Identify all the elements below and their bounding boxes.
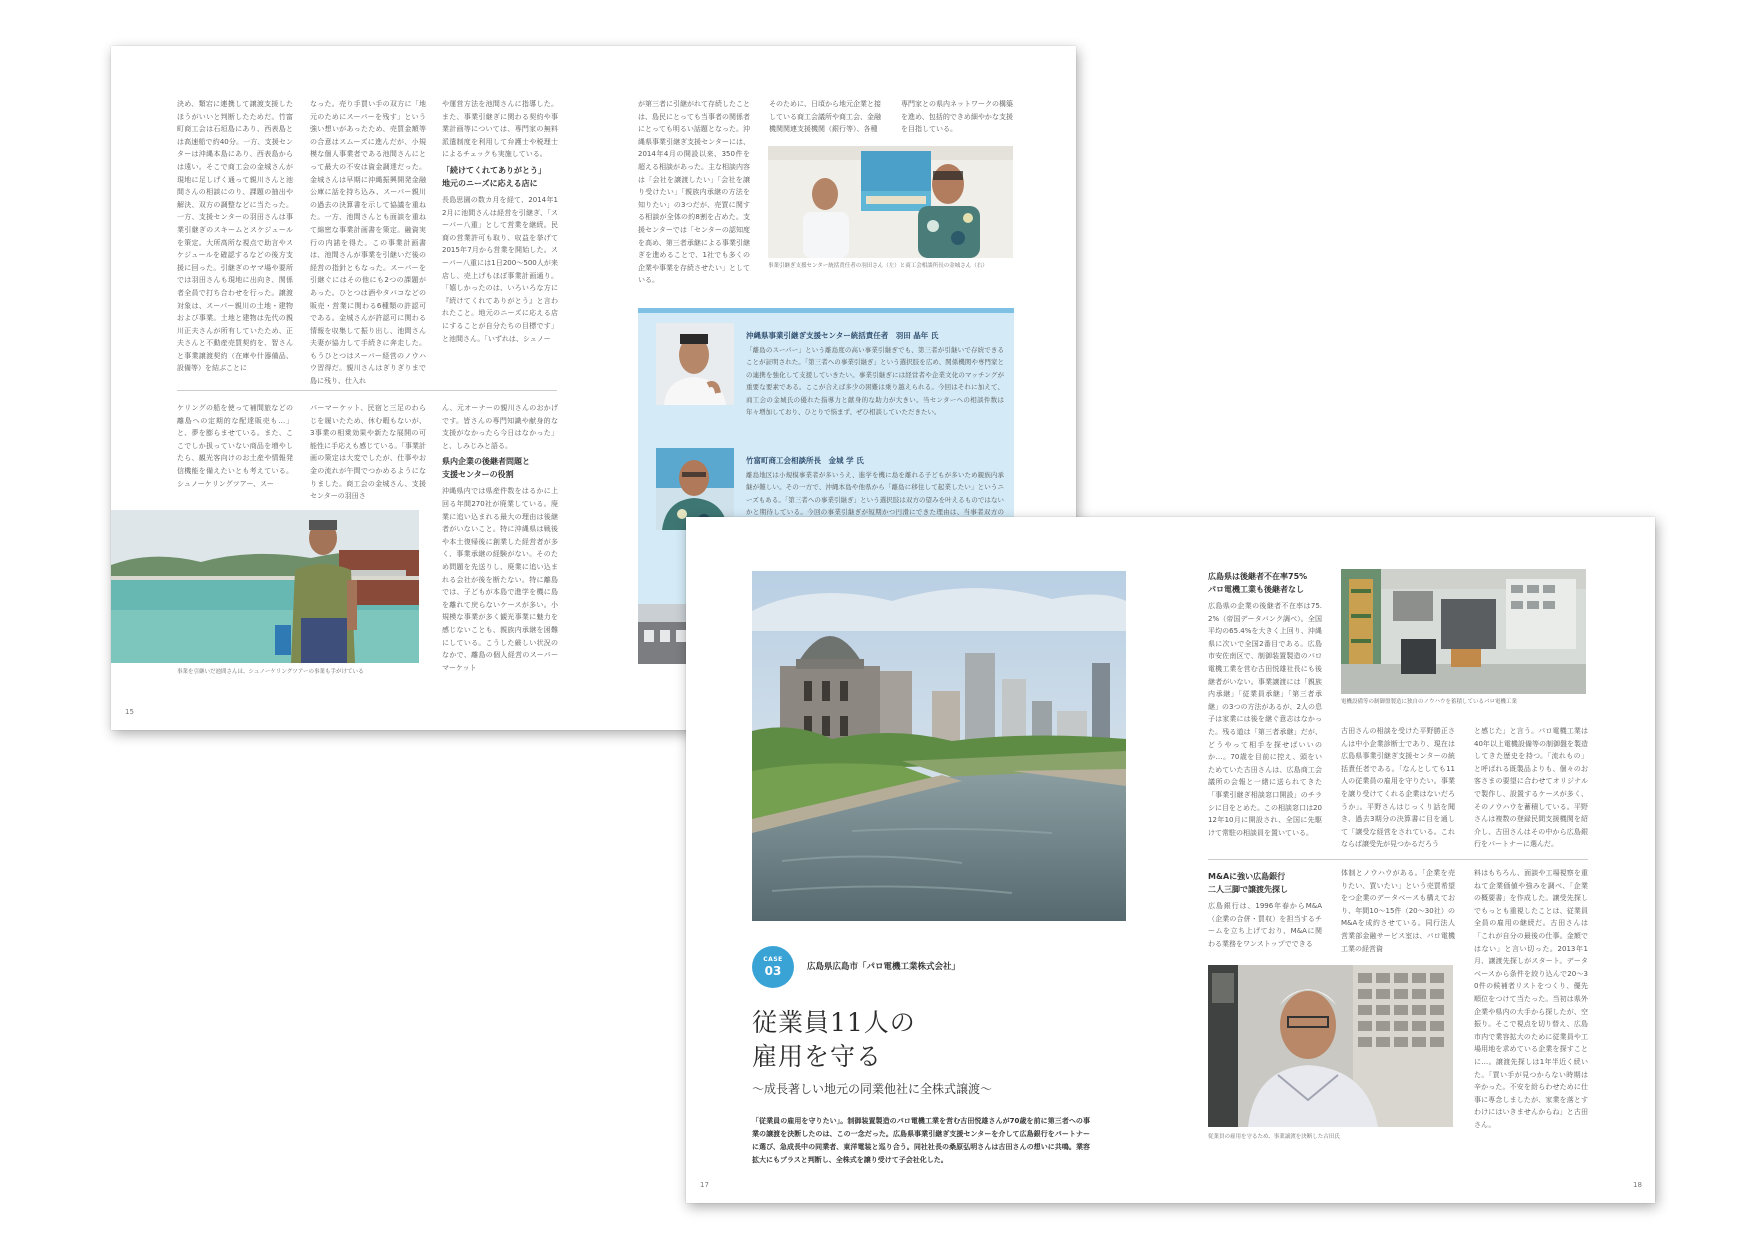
article-subtitle: ～成長著しい地元の同業他社に全株式譲渡～: [752, 1082, 993, 1096]
workshop-photo: [1341, 569, 1586, 694]
section-heading: 「続けてくれてありがとう」 地元のニーズに応える店に: [442, 165, 546, 188]
interviewee-name: 竹富町商工会相談所長 金城 学 氏: [746, 456, 864, 465]
article-title: 従業員11人の 雇用を守る: [752, 1008, 916, 1071]
section-heading: M&Aに強い広島銀行 二人三脚で譲渡先探し: [1208, 872, 1288, 894]
body-text: なった。売り手買い手の双方に「地元のためにスーパーを残す」という強い想いがあったため、売買金額等の合意はスムーズに進んだが、小規模な個人事業者である池間さんにとって最大の不安は資金調達だった。金城さんは早期に沖縄振興開発金融公庫に話を持ち込み、スーパー親川の過去の決算書を示して協議を重ねた。一方、池間さんとも面談を重ねて綿密な事業計画書を策定。融資実行の内諾を得た。この事業計画書は、池間さんが事業を引継いだ後の経営の指針ともなった。スーパーを引継ぐにはその他にも2つの課題があった。ひとつは酒やタバコなどの販売・営業に関わる6種類の許認可である。金城さんが許認可に関わる情報を収集して振り出し、池間さん夫妻が協力して手続きに奔走した。もうひとつはスーパー経営のノウハウ習得だ。親川さんはぎりぎりまで島に残り、仕入れ: [310, 100, 426, 386]
photo-caption: 事業を引継いだ池間さんは、シュノーケリングツアーの事業も手がけている: [177, 669, 364, 675]
panel-accent: [638, 308, 1014, 313]
body-text: と感じた」と言う。パロ電機工業は40年以上電機設備等の制御盤を製造してきた歴史を持つ。「流れもの」と呼ばれる既製品よりも、個々のお客さまの要望に合わせてオリジナルで製作し、設置するケースが多く、そのノウハウを蓄積している。平野さんは複数の登録民間支援機関を紹介し、古田さんはその中から広島銀行をパートナーに選んだ。: [1474, 727, 1588, 849]
page-number: 15: [125, 708, 134, 716]
body-text: 広島県は後継者不在率75% パロ電機工業も後継者なし 広島県の企業の後継者不在率は75.2%（帝国データバンク調べ）。全国平均の65.4%を大きく上回り、沖縄県に次いで全国2番目である。広島市安佐南区で、制御装置製造のパロ電機工業を営む古田悦雄社長にも後継者がいない。事業譲渡には「親族内承継」「従業員承継」「第三者承継」の3つの方法があるが、2人の息子は家業には後を継ぐ意志はなかった。残る道は「第三者承継」だが、どうやって相手を探せばいいのか…。70歳を目前に控え、頭をいためていた古田さんは、広島商工会議所の会報と一緒に送られてきた「事業引継ぎ相談窓口開設」のチラシに目をとめた。この相談窓口は2012年10月に開設され、全国に先駆けて常駐の相談員を置いている。: [1208, 572, 1322, 837]
body-text: 体制とノウハウがある。「企業を売りたい、買いたい」という売買希望をつ企業のデータベースも構えており、年間10～15件（20～30社）のM&Aを成約させている。同行法人営業部金融サービス室は、パロ電機工業の経営資: [1341, 869, 1455, 953]
portrait-photo: [656, 323, 734, 405]
body-text: M&Aに強い広島銀行 二人三脚で譲渡先探し 広島銀行は、1996年春からM&A（企業の合併・買収）を担当するチームを立ち上げており、M&Aに関わる業務をワンストップでできる: [1208, 872, 1322, 948]
body-text: 古田さんの相談を受けた平野勝正さんは中小企業診断士であり、現在は広島県事業引継ぎ支援センターの統括責任者である。「なんとしても11人の従業員の雇用を守りたい。事業を譲り受けてくれる企業はないだろうか」。平野さんはじっくり話を聞き、過去3期分の決算書に目を通して「譲受な経営をされている。これならば譲受先が見つかるだろう: [1341, 727, 1455, 849]
portrait-photo: [1208, 965, 1453, 1127]
body-text: が第三者に引継がれて存続したことは、島民にとっても当事者の関係者にとっても明るい話題となった。沖縄県事業引継ぎ支援センターには、2014年4月の開設以来、350件を超える相談があった。主な相談内容は「会社を譲渡したい」「会社を譲り受けたい」「親族内承継の方法を知りたい」の3つだが、売買に関する相談が全体の約8割を占めた。支援センターでは「センターの認知度を高め、第三者承継による事業引継ぎを進めることで、1社でも多くの企業や事業を存続させたい」としている。: [638, 100, 750, 285]
section-divider: [1208, 859, 1588, 860]
page-number: 18: [1633, 1181, 1642, 1189]
photo-caption: 従業員の雇用を守るため、事業譲渡を決断した古田氏: [1208, 1134, 1340, 1140]
case-company: 広島県広島市「パロ電機工業株式会社」: [807, 962, 961, 972]
section-divider: [177, 390, 557, 391]
body-text: 専門家との県内ネットワークの構築を進め、包括的できめ細やかな支援を目指している。: [901, 100, 1013, 134]
section-heading: 県内企業の後継者問題と 支援センターの役割: [442, 457, 530, 480]
interview-photo: [768, 146, 1013, 258]
beach-photo: [111, 510, 419, 663]
body-text: そのために、日頃から地元企業と接している商工会議所や商工会、金融機関関連支援機関（銀行等）、各種: [769, 100, 881, 134]
front-spread: [686, 517, 1655, 1203]
photo-caption: 事業引継ぎ支援センター統括責任者の羽田さん（左）と商工会相談所長の金城さん（右）: [768, 263, 988, 269]
body-text: 料はもちろん、面談や工場視察を重ねて企業価値や強みを調べ、「企業の概要書」を作成した。譲受先探しでもっとも重視したことは、従業員全員の雇用の継続だ。古田さんは「これが自分の最後の仕事。金額ではない」と言い切った。2013年1月、譲渡先探しがスタート。データベースから条件を絞り込んで20～30件の候補者リストをつくり、優先順位をつけて当たった。当初は県外企業や県内の大手から探したが、空振り。そこで視点を切り替え、広島市内で業容拡大のために従業員や工場用地を求めている企業を探すことに…。譲渡先探しは1年半近く続いた。「買い手が見つからない時期は辛かった。不安を紛らわせために仕事に専念しましたが、家業を落とすわけにはいきませんからね」と古田さん。: [1474, 869, 1588, 1129]
body-text: ん、元オーナーの親川さんのおかげです。皆さんの専門知識や献身的な支援がなかったら今日はなかった」と、しみじみと語る。 県内企業の後継者問題と 支援センターの役割 沖縄県内では県産件数をはるかに上回る年間270社が廃業している。廃業に追い込まれる最大の理由は後継者がいないこと。特に沖縄県は戦後や本土復帰後に創業した経営者が多く、事業承継の経験がない。そのため問題を先送りし、廃業に追い込まれる会社が後を断たない。特に離島では、子どもが本島で進学を機に島を離れて戻らないケースが多い。小規模な事業が多く観光事業に魅力を感じないことも、親族内承継を困難にしている。こうした厳しい状況のなかで、離島の個人経営のスーパーマーケット: [442, 404, 558, 672]
interview-text: 離島地区は小規模事業者が多いうえ、進学を機に島を離れる子どもが多いため親族内承継が難しい。その一方で、沖縄本島や他県から「離島に移住して起業したい」というニーズもある。「第三者への事業引継ぎ」という選択肢は双方の望みを叶えるものではないかと期待している。今回の事業引継ぎが短期かつ円滑にできた理由は、当事者双方の: [746, 471, 1004, 517]
article-lead: 「従業員の雇用を守りたい」。制御装置製造のパロ電機工業を営む古田悦雄さんが70歳を前に第三者への事業の譲渡を決断したのは、この一念だった。広島県事業引継ぎ支援センターを介して広島銀行をパートナーに選び、急成長中の同業者、東洋電装と巡り合う。同社社長の桑原弘明さんは古田さんの想いに共鳴。業容拡大にもプラスと判断し、全株式を譲り受けて子会社化した。: [752, 1117, 1090, 1164]
section-heading: 広島県は後継者不在率75% パロ電機工業も後継者なし: [1208, 572, 1308, 594]
body-text: パーマーケット、民宿と三足のわらじを履いたため、休む暇もないが、3事業の相乗効果や新たな展開の可能性に手応えも感じている。「事業計画の策定は大変でしたが、仕事やお金の流れが午間でつかめるようになりました。商工会の金城さん、支援センターの羽田さ: [310, 404, 426, 501]
body-text: や運営方法を池間さんに指導した。また、事業引継ぎに関わる契約や事業計画等については、専門家の無料派遣制度を利用して弁護士や税理士によるチェックも実施している。 「続けてくれてありがとう」 地元のニーズに応える店に 長島思園の数カ月を経て、2014年12月に池間さんは経営を引継ぎ、「スーパー八重」として営業を継続。民商の営業許可も取り、収益を挙げて2015年7月から営業を開始した。スーパー八重には1日200～500人が来店し、売上げもほぼ事業計画通り。「嬉しかったのは、いろいろな方に『続けてくれてありがとう』と言われたこと。地元のニーズに応える店にすることが自分たちの目標です」と池間さん。「いずれは、シュノー: [442, 100, 558, 343]
page-number: 17: [700, 1181, 709, 1189]
city-river-photo: [752, 571, 1126, 921]
photo-caption: 電機設備等の制御盤製造に独自のノウハウを蓄積しているパロ電機工業: [1341, 699, 1518, 705]
body-text: ケリングの船を使って補間旅などの離島への定期的な配達販売も…」と、夢を膨らませている。また、ここでしか扱っていない商品を増やしたら、観光客向けのお土産や情報発信機能を備えたいとも考えている。シュノーケリングツアー、スー: [177, 404, 293, 488]
case-badge: CASE 03: [752, 946, 794, 988]
interviewee-name: 沖縄県事業引継ぎ支援センター統括責任者 羽田 晶年 氏: [746, 331, 939, 340]
body-text: 決め、類宕に連携して譲渡支援したほうがいいと判断したためだ。竹富町商工会は石垣島にあり、西表島とは高速船で約40分。一方、支援センターは沖縄本島にあり、西表島からは遠い。そこで商工会の金城さんが現地に足しげく通って親川さんと池間さんの相談にのり、課題の抽出や解決、双方の調整などに当たった。一方、支援センターの羽田さんは事業引継ぎのスキームとスケジュールを策定。大所高所な視点で助言やスケジュールを確認するなどの後方支援に回った。引継ぎのヤマ場や要所では羽田さんも現地に出向き、関係者全員で打ち合わせを行った。譲渡対象は、スーパー親川の土地・建物および事業。土地と建物は先代の親川正夫さんが所有していたため、正夫さんと不動産売買契約を、智さんと事業譲渡契約（在庫や什器備品、設備等）を結ぶことに: [177, 100, 293, 373]
interview-text: 「離島のスーパー」という離島度の高い事業引継ぎでも、第三者が引継いで存続できることが証明された。「第三者への事業引継ぎ」という選択肢を広め、関係機関や専門家との連携を強化して支援していきたい。事業引継ぎには経営者や企業文化のマッチングが重要な要素である。ここが合えば多少の困難は乗り越えられる。今回はそれに加えて、商工会の金城氏の優れた指導力と献身的な助力が大きい。当センターへの相談件数は年々増加しており、ひとりで悩まず、ぜひ相談していただきたい。: [746, 346, 1004, 417]
